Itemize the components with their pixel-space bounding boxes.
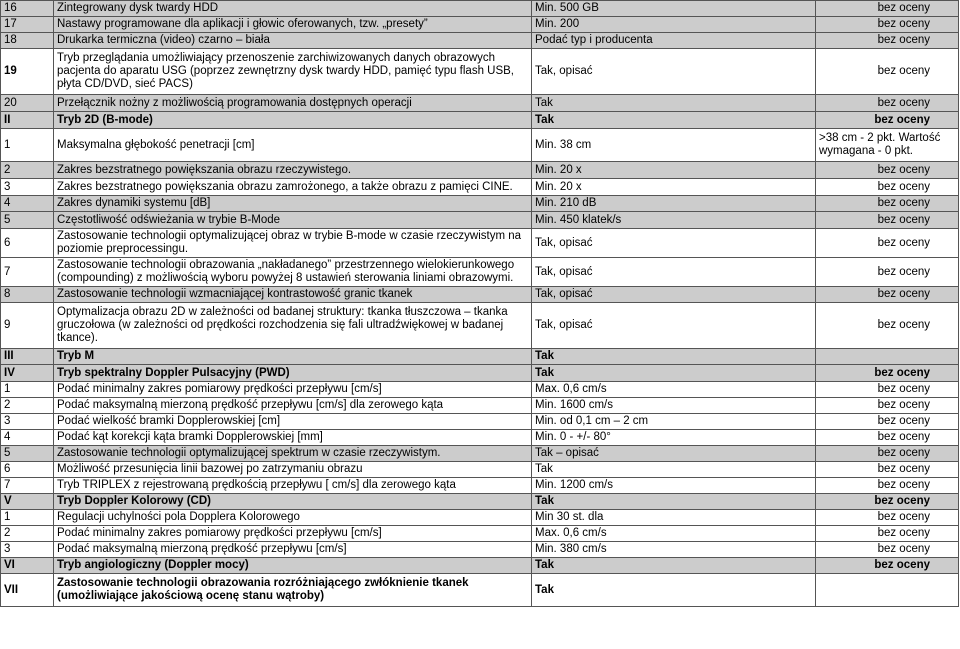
- row-description: Częstotliwość odświeżania w trybie B-Mode: [54, 212, 532, 229]
- row-description: Zastosowanie technologii obrazowania rozróżniającego zwłóknienie tkanek (umożliwiające jakościową ocenę stanu wątroby): [54, 574, 532, 607]
- row-description: Tryb M: [54, 349, 532, 365]
- row-required-value: Tak, opisać: [532, 229, 816, 258]
- row-required-value: Tak: [532, 462, 816, 478]
- row-rating: bez oceny: [816, 95, 959, 112]
- table-row: [1, 1, 959, 17]
- row-rating: bez oceny: [816, 17, 959, 33]
- row-description: Podać maksymalną mierzoną prędkość przepływu [cm/s] dla zerowego kąta: [54, 398, 532, 414]
- row-number: 5: [1, 212, 54, 229]
- row-rating: bez oceny: [816, 112, 959, 129]
- table-row: [1, 179, 959, 196]
- table-row: [1, 398, 959, 414]
- row-required-value: Min 30 st. dla: [532, 510, 816, 526]
- row-rating: bez oceny: [816, 1, 959, 17]
- row-description: Optymalizacja obrazu 2D w zależności od badanej struktury: tkanka tłuszczowa – tkanka gruczołowa (w zależności od prędkości rozchodzenia się fali ultradźwiękowej w badanej tkance).: [54, 303, 532, 349]
- table-row: [1, 212, 959, 229]
- row-number: 3: [1, 542, 54, 558]
- row-rating: bez oceny: [816, 382, 959, 398]
- row-description: Maksymalna głębokość penetracji [cm]: [54, 129, 532, 162]
- row-description: Podać minimalny zakres pomiarowy prędkości przepływu [cm/s]: [54, 382, 532, 398]
- row-rating: bez oceny: [816, 229, 959, 258]
- row-description: Podać kąt korekcji kąta bramki Dopplerowskiej [mm]: [54, 430, 532, 446]
- row-rating: bez oceny: [816, 49, 959, 95]
- table-row: [1, 95, 959, 112]
- row-description: Zakres bezstratnego powiększania obrazu zamrożonego, a także obrazu z pamięci CINE.: [54, 179, 532, 196]
- table-row: [1, 129, 959, 162]
- row-required-value: Min. 380 cm/s: [532, 542, 816, 558]
- row-rating: bez oceny: [816, 287, 959, 303]
- row-required-value: Max. 0,6 cm/s: [532, 526, 816, 542]
- row-description: Tryb angiologiczny (Doppler mocy): [54, 558, 532, 574]
- row-required-value: Min. 210 dB: [532, 196, 816, 212]
- table-row: [1, 542, 959, 558]
- table-row: [1, 510, 959, 526]
- table-row: [1, 33, 959, 49]
- row-required-value: Tak: [532, 365, 816, 382]
- row-number: 4: [1, 196, 54, 212]
- row-number: 20: [1, 95, 54, 112]
- row-required-value: Min. 500 GB: [532, 1, 816, 17]
- row-rating: bez oceny: [816, 303, 959, 349]
- row-rating: bez oceny: [816, 558, 959, 574]
- row-number: 9: [1, 303, 54, 349]
- row-description: Podać maksymalną mierzoną prędkość przepływu [cm/s]: [54, 542, 532, 558]
- row-rating: bez oceny: [816, 365, 959, 382]
- row-rating: bez oceny: [816, 179, 959, 196]
- row-required-value: Min. 0 - +/- 80°: [532, 430, 816, 446]
- row-required-value: Min. od 0,1 cm – 2 cm: [532, 414, 816, 430]
- row-required-value: Max. 0,6 cm/s: [532, 382, 816, 398]
- row-required-value: Tak: [532, 349, 816, 365]
- row-description: Zintegrowany dysk twardy HDD: [54, 1, 532, 17]
- row-rating: bez oceny: [816, 462, 959, 478]
- row-description: Regulacji uchylności pola Dopplera Kolorowego: [54, 510, 532, 526]
- row-number: VI: [1, 558, 54, 574]
- row-required-value: Min. 450 klatek/s: [532, 212, 816, 229]
- row-rating: >38 cm - 2 pkt. Wartość wymagana - 0 pkt.: [816, 129, 959, 162]
- row-number: 4: [1, 430, 54, 446]
- row-description: Podać wielkość bramki Dopplerowskiej [cm]: [54, 414, 532, 430]
- table-row: [1, 229, 959, 258]
- row-number: 2: [1, 162, 54, 179]
- row-required-value: Tak, opisać: [532, 303, 816, 349]
- row-rating: bez oceny: [816, 162, 959, 179]
- row-number: 8: [1, 287, 54, 303]
- row-description: Zastosowanie technologii obrazowania „nakładanego” przestrzennego wielokierunkowego (compounding) z możliwością wyboru powyżej 8 ustawień sterowania liniami obrazowymi.: [54, 258, 532, 287]
- row-number: 3: [1, 414, 54, 430]
- row-required-value: Tak: [532, 494, 816, 510]
- row-required-value: Tak: [532, 558, 816, 574]
- row-required-value: Min. 38 cm: [532, 129, 816, 162]
- row-required-value: Min. 1200 cm/s: [532, 478, 816, 494]
- table-row: [1, 112, 959, 129]
- table-row: [1, 494, 959, 510]
- table-row: [1, 446, 959, 462]
- row-rating: bez oceny: [816, 414, 959, 430]
- row-required-value: Min. 1600 cm/s: [532, 398, 816, 414]
- row-required-value: Tak: [532, 95, 816, 112]
- row-rating: [816, 574, 959, 607]
- row-description: Zastosowanie technologii optymalizującej spektrum w czasie rzeczywistym.: [54, 446, 532, 462]
- row-rating: bez oceny: [816, 478, 959, 494]
- row-description: Przełącznik nożny z możliwością programowania dostępnych operacji: [54, 95, 532, 112]
- row-number: VII: [1, 574, 54, 607]
- row-rating: bez oceny: [816, 258, 959, 287]
- row-required-value: Podać typ i producenta: [532, 33, 816, 49]
- table-row: [1, 49, 959, 95]
- row-rating: bez oceny: [816, 526, 959, 542]
- table-row: [1, 162, 959, 179]
- row-description: Zastosowanie technologii wzmacniającej kontrastowość granic tkanek: [54, 287, 532, 303]
- row-required-value: Min. 20 x: [532, 162, 816, 179]
- row-rating: bez oceny: [816, 398, 959, 414]
- row-rating: bez oceny: [816, 196, 959, 212]
- table-row: [1, 414, 959, 430]
- table-row: [1, 478, 959, 494]
- table-row: [1, 365, 959, 382]
- row-description: Tryb TRIPLEX z rejestrowaną prędkością przepływu [ cm/s] dla zerowego kąta: [54, 478, 532, 494]
- row-number: 1: [1, 129, 54, 162]
- row-required-value: Tak – opisać: [532, 446, 816, 462]
- row-number: IV: [1, 365, 54, 382]
- row-number: 16: [1, 1, 54, 17]
- row-number: 1: [1, 510, 54, 526]
- row-number: 3: [1, 179, 54, 196]
- row-description: Tryb 2D (B-mode): [54, 112, 532, 129]
- row-description: Zakres bezstratnego powiększania obrazu rzeczywistego.: [54, 162, 532, 179]
- row-number: 7: [1, 258, 54, 287]
- row-description: Nastawy programowane dla aplikacji i głowic oferowanych, tzw. „presety”: [54, 17, 532, 33]
- table-row: [1, 382, 959, 398]
- row-rating: bez oceny: [816, 430, 959, 446]
- table-row: [1, 349, 959, 365]
- table-row: [1, 558, 959, 574]
- table-row: [1, 462, 959, 478]
- row-description: Zastosowanie technologii optymalizującej obraz w trybie B-mode w czasie rzeczywistym na poziomie preprocessingu.: [54, 229, 532, 258]
- row-number: 2: [1, 398, 54, 414]
- row-rating: bez oceny: [816, 33, 959, 49]
- row-required-value: Tak: [532, 112, 816, 129]
- row-number: 5: [1, 446, 54, 462]
- row-number: 18: [1, 33, 54, 49]
- row-description: Podać minimalny zakres pomiarowy prędkości przepływu [cm/s]: [54, 526, 532, 542]
- row-number: 6: [1, 462, 54, 478]
- row-required-value: Tak, opisać: [532, 49, 816, 95]
- row-number: 6: [1, 229, 54, 258]
- row-number: V: [1, 494, 54, 510]
- row-required-value: Tak, opisać: [532, 287, 816, 303]
- row-rating: bez oceny: [816, 446, 959, 462]
- row-rating: bez oceny: [816, 494, 959, 510]
- row-description: Tryb Doppler Kolorowy (CD): [54, 494, 532, 510]
- row-required-value: Tak: [532, 574, 816, 607]
- row-number: 2: [1, 526, 54, 542]
- row-number: II: [1, 112, 54, 129]
- row-description: Tryb przeglądania umożliwiający przenoszenie zarchiwizowanych danych obrazowych pacjenta do aparatu USG (poprzez zewnętrzny dysk twardy HDD, pamięć typu flash USB, płyta CD/DVD, sieć PACS): [54, 49, 532, 95]
- row-description: Możliwość przesunięcia linii bazowej po zatrzymaniu obrazu: [54, 462, 532, 478]
- row-description: Tryb spektralny Doppler Pulsacyjny (PWD): [54, 365, 532, 382]
- row-rating: bez oceny: [816, 212, 959, 229]
- row-number: 7: [1, 478, 54, 494]
- row-required-value: Min. 200: [532, 17, 816, 33]
- row-required-value: Tak, opisać: [532, 258, 816, 287]
- table-row: [1, 574, 959, 607]
- specification-table-body: [1, 1, 959, 607]
- row-number: III: [1, 349, 54, 365]
- row-description: Zakres dynamiki systemu [dB]: [54, 196, 532, 212]
- row-number: 17: [1, 17, 54, 33]
- row-rating: [816, 349, 959, 365]
- table-row: [1, 526, 959, 542]
- table-row: [1, 287, 959, 303]
- row-required-value: Min. 20 x: [532, 179, 816, 196]
- table-row: [1, 430, 959, 446]
- row-number: 19: [1, 49, 54, 95]
- row-rating: bez oceny: [816, 542, 959, 558]
- table-row: [1, 303, 959, 349]
- table-row: [1, 17, 959, 33]
- table-row: [1, 258, 959, 287]
- table-row: [1, 196, 959, 212]
- row-description: Drukarka termiczna (video) czarno – biała: [54, 33, 532, 49]
- row-number: 1: [1, 382, 54, 398]
- row-rating: bez oceny: [816, 510, 959, 526]
